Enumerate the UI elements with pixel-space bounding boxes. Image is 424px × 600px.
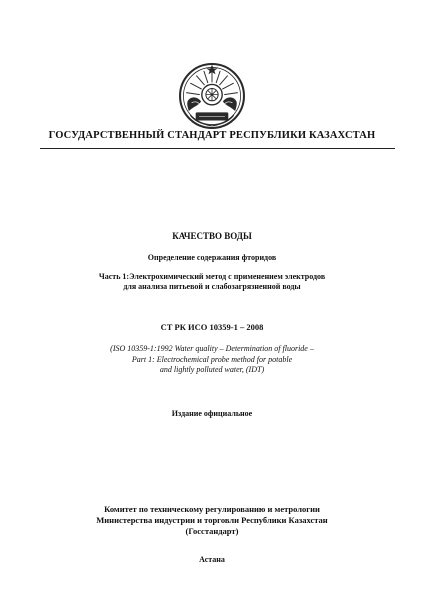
publisher-line-2: Министерства индустрии и торговли Республики Казахстан — [96, 515, 328, 525]
part-description — [0, 272, 424, 292]
iso-reference-line-3: and lightly polluted water, (IDT) — [159, 365, 265, 374]
part-line-1: Часть 1:Электрохимический метод с применением электродов — [98, 272, 326, 281]
heading-divider — [40, 148, 395, 149]
document-subtitle: Определение содержания фторидов — [147, 253, 277, 262]
edition-label: Издание официальное — [171, 409, 253, 418]
iso-reference — [0, 344, 424, 376]
publisher-line-3: (Госстандарт) — [185, 526, 239, 536]
state-standard-heading: ГОСУДАРСТВЕННЫЙ СТАНДАРТ РЕСПУБЛИКИ КАЗАХСТАН — [48, 130, 376, 141]
kazakhstan-state-emblem-icon — [178, 62, 246, 130]
publication-city: Астана — [199, 555, 225, 564]
publisher-block — [0, 504, 424, 537]
publisher-line-1: Комитет по техническому регулированию и метрологии — [104, 504, 320, 514]
iso-reference-line-2: Part 1: Electrochemical probe method for potable — [131, 354, 293, 364]
part-line-2: для анализа питьевой и слабозагрязненной воды — [123, 282, 301, 291]
document-title: КАЧЕСТВО ВОДЫ — [172, 231, 252, 241]
standard-number: СТ РК ИСО 10359-1 – 2008 — [160, 322, 264, 332]
iso-reference-line-1: (ISO 10359-1:1992 Water quality – Determination of fluoride – — [110, 344, 314, 353]
